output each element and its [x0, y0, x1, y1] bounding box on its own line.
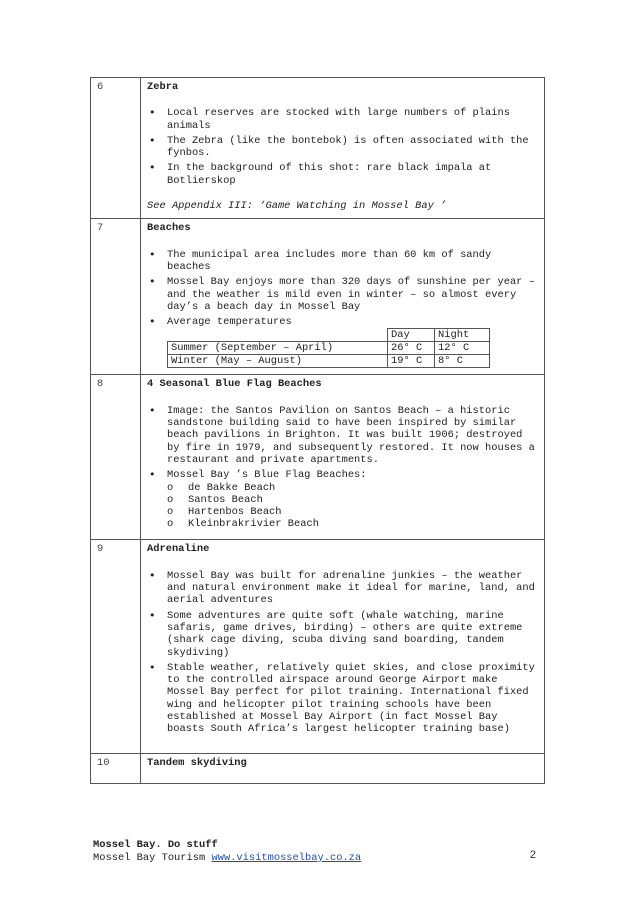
temperature-row — [168, 355, 490, 368]
list-item: • Some adventures are quite soft (whale watching, marine safaris, game drives, birding) – others are quite extreme (shark cage diving, scuba diving sand boarding, tandem skydiving) — [147, 610, 538, 659]
row-number: 6 — [91, 78, 141, 219]
night-header: Night — [435, 329, 490, 342]
table-row — [91, 78, 545, 219]
table-row — [91, 754, 545, 784]
list-item: • Average temperatures — [147, 316, 538, 328]
section-title: Adrenaline — [147, 543, 210, 556]
list-item: o Hartenbos Beach — [167, 506, 538, 518]
day-header: Day — [388, 329, 435, 342]
list-item: • The municipal area includes more than 60 km of sandy beaches — [147, 249, 538, 274]
row-number: 10 — [91, 754, 141, 784]
footer-organisation: Mossel Bay Tourism — [93, 852, 212, 864]
bullet-list — [147, 405, 538, 482]
list-item: • Mossel Bay was built for adrenaline junkies – the weather and natural environment make it ideal for marine, land, and aerial adventures — [147, 570, 538, 607]
season-label: Winter (May – August) — [168, 355, 388, 368]
list-item: o Kleinbrakrivier Beach — [167, 518, 538, 530]
row-content — [141, 78, 545, 219]
night-temperature: 8° C — [435, 355, 490, 368]
section-title: Zebra — [147, 81, 179, 93]
see-also-note: See Appendix III: ‘Game Watching in Mossel Bay ’ — [147, 200, 447, 213]
list-item: o de Bakke Beach — [167, 482, 538, 494]
row-content — [141, 540, 545, 754]
website-link[interactable]: www.visitmosselbay.co.za — [211, 852, 362, 864]
list-item: • The Zebra (like the bontebok) is often associated with the fynbos. — [147, 135, 538, 160]
day-temperature: 19° C — [388, 355, 435, 368]
list-item: • Stable weather, relatively quiet skies, and close proximity to the controlled airspace around George Airport make Mossel Bay perfect for pilot training. International fixed wing and helicopter pilot training schools have been established at Mossel Bay Airport (in fact Mossel Bay boasts South Africa’s largest helicopter training base) — [147, 662, 538, 736]
day-temperature: 26° C — [388, 342, 435, 355]
list-item: o Santos Beach — [167, 494, 538, 506]
list-item: • Local reserves are stocked with large numbers of plains animals — [147, 107, 538, 132]
season-label: Summer (September – April) — [168, 342, 388, 355]
table-row — [91, 540, 545, 754]
list-item: • Image: the Santos Pavilion on Santos Beach – a historic sandstone building said to have been inspired by similar beach pavilions in Brighton. It was built 1906; destroyed by fire in 1979, and subsequently restored. It now houses a restaurant and private apartments. — [147, 405, 538, 466]
page-number: 2 — [529, 849, 536, 861]
section-title: 4 Seasonal Blue Flag Beaches — [147, 378, 322, 391]
temperature-table — [167, 328, 490, 368]
temperature-row — [168, 342, 490, 355]
row-number: 9 — [91, 540, 141, 754]
beach-list — [147, 482, 538, 531]
bullet-list — [147, 107, 538, 187]
table-row — [91, 375, 545, 540]
row-content — [141, 375, 545, 540]
temperature-header-blank — [168, 329, 388, 342]
row-number: 7 — [91, 219, 141, 375]
temperature-header-row — [168, 329, 490, 342]
night-temperature: 12° C — [435, 342, 490, 355]
row-content — [141, 754, 545, 784]
bullet-list — [147, 249, 538, 329]
content-table — [90, 77, 545, 784]
page-footer — [93, 839, 543, 865]
list-item: • In the background of this shot: rare black impala at Botlierskop — [147, 162, 538, 187]
list-item: • Mossel Bay ’s Blue Flag Beaches: — [147, 469, 538, 481]
row-content — [141, 219, 545, 375]
list-item: • Mossel Bay enjoys more than 320 days of sunshine per year – and the weather is mild even in winter – so almost every day’s a beach day in Mossel Bay — [147, 276, 538, 313]
section-title: Tandem skydiving — [147, 757, 247, 770]
bullet-list — [147, 570, 538, 736]
row-number: 8 — [91, 375, 141, 540]
table-row — [91, 219, 545, 375]
section-title: Beaches — [147, 222, 191, 235]
footer-title: Mossel Bay. Do stuff — [93, 839, 218, 851]
